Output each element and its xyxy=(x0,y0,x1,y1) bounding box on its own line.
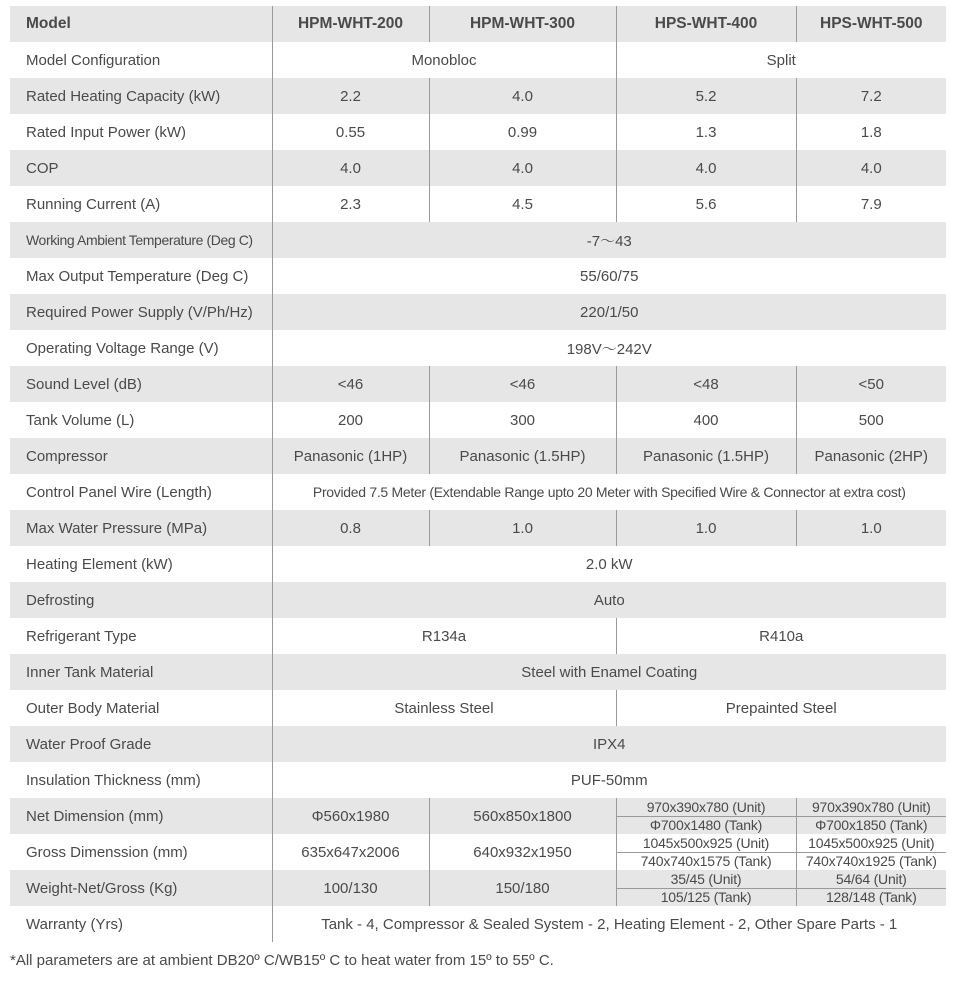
cell-value-all: 2.0 kW xyxy=(272,546,946,582)
row-water-proof-grade xyxy=(10,726,946,762)
cell-value: 150/180 xyxy=(429,870,616,906)
row-tank-volume xyxy=(10,402,946,438)
row-label: Required Power Supply (V/Ph/Hz) xyxy=(10,294,272,330)
cell-value-all: PUF-50mm xyxy=(272,762,946,798)
row-label: Rated Input Power (kW) xyxy=(10,114,272,150)
cell-value: <46 xyxy=(429,366,616,402)
row-label: Heating Element (kW) xyxy=(10,546,272,582)
row-label: Operating Voltage Range (V) xyxy=(10,330,272,366)
row-label: Refrigerant Type xyxy=(10,618,272,654)
row-label: Max Water Pressure (MPa) xyxy=(10,510,272,546)
cell-unit: 970x390x780 (Unit) xyxy=(797,798,947,817)
cell-value: 0.55 xyxy=(272,114,429,150)
cell-split-value xyxy=(796,798,946,834)
row-refrigerant-type xyxy=(10,618,946,654)
row-label: Max Output Temperature (Deg C) xyxy=(10,258,272,294)
cell-value: 400 xyxy=(616,402,796,438)
row-net-dimension xyxy=(10,798,946,834)
row-inner-tank-material xyxy=(10,654,946,690)
cell-unit: 1045x500x925 (Unit) xyxy=(617,834,796,853)
cell-unit: 54/64 (Unit) xyxy=(797,870,947,889)
cell-split-value xyxy=(616,798,796,834)
cell-tank: 128/148 (Tank) xyxy=(825,889,917,906)
cell-value-all: Auto xyxy=(272,582,946,618)
row-model-configuration xyxy=(10,42,946,78)
row-weight xyxy=(10,870,946,906)
header-hpm-wht-300: HPM-WHT-300 xyxy=(429,6,616,42)
row-label: Running Current (A) xyxy=(10,186,272,222)
cell-monobloc: Stainless Steel xyxy=(272,690,616,726)
cell-unit: 35/45 (Unit) xyxy=(617,870,796,889)
cell-split: R410a xyxy=(616,618,946,654)
cell-value: 0.8 xyxy=(272,510,429,546)
cell-value: 635x647x2006 xyxy=(272,834,429,870)
cell-value: 1.0 xyxy=(429,510,616,546)
cell-value: 1.3 xyxy=(616,114,796,150)
cell-value-all: 198V～242V xyxy=(272,330,946,366)
cell-split-value xyxy=(796,834,946,870)
row-label: Working Ambient Temperature (Deg C) xyxy=(10,222,272,258)
cell-value-all: Provided 7.5 Meter (Extendable Range upto 20 Meter with Specified Wire & Connector at extra cost) xyxy=(272,474,946,510)
cell-value-all: Tank - 4, Compressor & Sealed System - 2, Heating Element - 2, Other Spare Parts - 1 xyxy=(272,906,946,942)
row-rated-heating-capacity xyxy=(10,78,946,114)
cell-value-all: Steel with Enamel Coating xyxy=(272,654,946,690)
cell-unit: 1045x500x925 (Unit) xyxy=(797,834,947,853)
header-hps-wht-400: HPS-WHT-400 xyxy=(616,6,796,42)
cell-tank: Φ700x1850 (Tank) xyxy=(815,817,928,834)
cell-value-all: 55/60/75 xyxy=(272,258,946,294)
cell-value-all: -7～43 xyxy=(272,222,946,258)
cell-value: 1.0 xyxy=(796,510,946,546)
cell-value: 560x850x1800 xyxy=(429,798,616,834)
row-heating-element xyxy=(10,546,946,582)
cell-value: 7.9 xyxy=(796,186,946,222)
row-warranty xyxy=(10,906,946,942)
row-outer-body-material xyxy=(10,690,946,726)
cell-value: 4.0 xyxy=(272,150,429,186)
row-label: Warranty (Yrs) xyxy=(10,906,272,942)
cell-monobloc: R134a xyxy=(272,618,616,654)
row-label: Inner Tank Material xyxy=(10,654,272,690)
cell-value: Panasonic (1.5HP) xyxy=(429,438,616,474)
row-label: Tank Volume (L) xyxy=(10,402,272,438)
cell-value: 5.6 xyxy=(616,186,796,222)
row-label: Sound Level (dB) xyxy=(10,366,272,402)
row-gross-dimension xyxy=(10,834,946,870)
cell-value: <48 xyxy=(616,366,796,402)
row-operating-voltage-range xyxy=(10,330,946,366)
row-max-output-temperature xyxy=(10,258,946,294)
cell-value: 500 xyxy=(796,402,946,438)
cell-value: 640x932x1950 xyxy=(429,834,616,870)
cell-value: 4.5 xyxy=(429,186,616,222)
row-label: Compressor xyxy=(10,438,272,474)
cell-tank: 105/125 (Tank) xyxy=(660,889,752,906)
cell-value: 4.0 xyxy=(429,78,616,114)
row-sound-level xyxy=(10,366,946,402)
row-cop xyxy=(10,150,946,186)
row-label: Weight-Net/Gross (Kg) xyxy=(10,870,272,906)
cell-split: Prepainted Steel xyxy=(616,690,946,726)
cell-value-all: 220/1/50 xyxy=(272,294,946,330)
cell-value: 7.2 xyxy=(796,78,946,114)
row-working-ambient-temperature xyxy=(10,222,946,258)
row-label: COP xyxy=(10,150,272,186)
cell-value: <50 xyxy=(796,366,946,402)
header-hpm-wht-200: HPM-WHT-200 xyxy=(272,6,429,42)
row-control-panel-wire xyxy=(10,474,946,510)
row-insulation-thickness xyxy=(10,762,946,798)
row-label: Outer Body Material xyxy=(10,690,272,726)
row-label: Control Panel Wire (Length) xyxy=(10,474,272,510)
footnote: *All parameters are at ambient DB20º C/WB15º C to heat water from 15º to 55º C. xyxy=(10,952,554,969)
row-required-power-supply xyxy=(10,294,946,330)
row-label: Net Dimension (mm) xyxy=(10,798,272,834)
header-hps-wht-500: HPS-WHT-500 xyxy=(796,6,946,42)
cell-split: Split xyxy=(616,42,946,78)
spec-table xyxy=(10,6,946,942)
header-model: Model xyxy=(10,6,272,42)
cell-value: 4.0 xyxy=(796,150,946,186)
cell-value: 1.0 xyxy=(616,510,796,546)
cell-value: Φ560x1980 xyxy=(272,798,429,834)
cell-value: 2.3 xyxy=(272,186,429,222)
cell-value-all: IPX4 xyxy=(272,726,946,762)
row-running-current xyxy=(10,186,946,222)
row-label: Defrosting xyxy=(10,582,272,618)
cell-value: Panasonic (2HP) xyxy=(796,438,946,474)
row-label: Rated Heating Capacity (kW) xyxy=(10,78,272,114)
row-rated-input-power xyxy=(10,114,946,150)
cell-value: Panasonic (1HP) xyxy=(272,438,429,474)
row-label: Model Configuration xyxy=(10,42,272,78)
cell-tank: 740x740x1575 (Tank) xyxy=(640,853,772,870)
cell-value: <46 xyxy=(272,366,429,402)
row-compressor xyxy=(10,438,946,474)
cell-value: Panasonic (1.5HP) xyxy=(616,438,796,474)
cell-value: 300 xyxy=(429,402,616,438)
cell-value: 2.2 xyxy=(272,78,429,114)
row-label: Gross Dimenssion (mm) xyxy=(10,834,272,870)
cell-value: 1.8 xyxy=(796,114,946,150)
cell-split-value xyxy=(616,870,796,906)
cell-value: 4.0 xyxy=(616,150,796,186)
cell-monobloc: Monobloc xyxy=(272,42,616,78)
cell-value: 4.0 xyxy=(429,150,616,186)
row-defrosting xyxy=(10,582,946,618)
cell-unit: 970x390x780 (Unit) xyxy=(617,798,796,817)
header-row xyxy=(10,6,946,42)
cell-value: 100/130 xyxy=(272,870,429,906)
cell-value: 5.2 xyxy=(616,78,796,114)
row-max-water-pressure xyxy=(10,510,946,546)
cell-value: 0.99 xyxy=(429,114,616,150)
row-label: Water Proof Grade xyxy=(10,726,272,762)
row-label: Insulation Thickness (mm) xyxy=(10,762,272,798)
cell-split-value xyxy=(796,870,946,906)
cell-tank: Φ700x1480 (Tank) xyxy=(649,817,763,834)
cell-value: 200 xyxy=(272,402,429,438)
cell-tank: 740x740x1925 (Tank) xyxy=(805,853,937,870)
cell-split-value xyxy=(616,834,796,870)
